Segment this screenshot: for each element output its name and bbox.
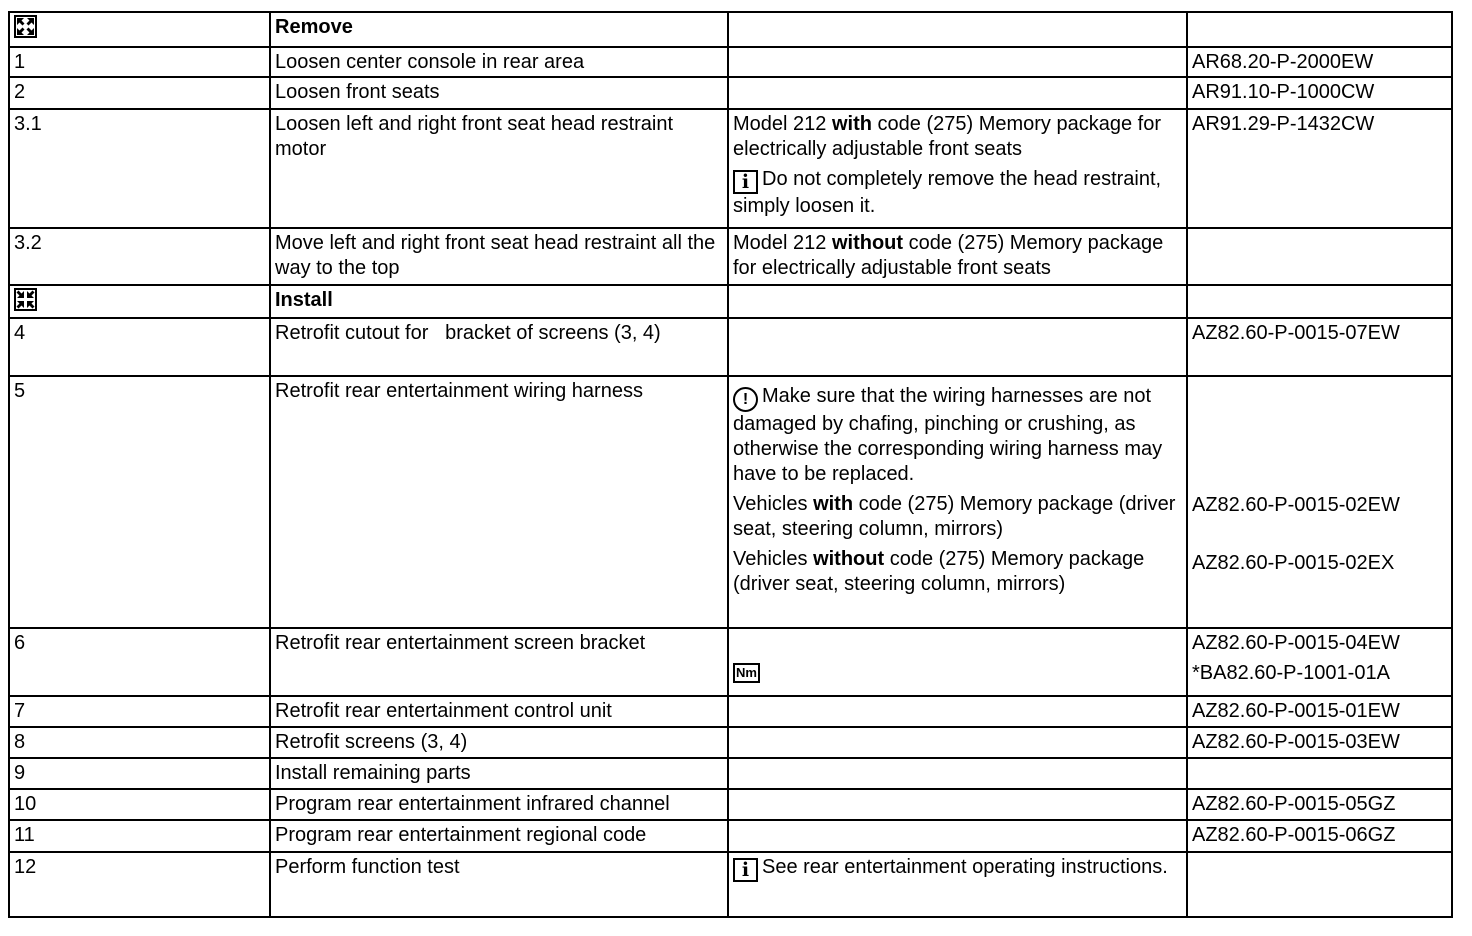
- reference-code: AZ82.60-P-0015-05GZ: [1187, 789, 1452, 820]
- task-text: Perform function test: [270, 852, 728, 917]
- table-row: [9, 47, 1452, 77]
- step-number: 6: [9, 628, 270, 696]
- step-number: 9: [9, 758, 270, 789]
- reference-code: AZ82.60-P-0015-02EX: [1192, 552, 1395, 574]
- remove-arrows-icon: [14, 15, 37, 38]
- condition-text: Vehicles with code (275) Memory package (driver seat, steering column, mirrors): [733, 493, 1176, 540]
- table-row: [9, 852, 1452, 917]
- step-number: 5: [9, 376, 270, 628]
- section-row-install: [9, 285, 1452, 318]
- task-text: Program rear entertainment infrared channel: [270, 789, 728, 820]
- reference-code: AZ82.60-P-0015-01EW: [1187, 696, 1452, 727]
- table-row: [9, 77, 1452, 109]
- reference-code: *BA82.60-P-1001-01A: [1192, 662, 1390, 684]
- procedure-table: [8, 11, 1453, 918]
- table-row: [9, 727, 1452, 758]
- task-text: Loosen front seats: [270, 77, 728, 109]
- section-title-install: Install: [270, 285, 728, 318]
- reference-code: AR68.20-P-2000EW: [1187, 47, 1452, 77]
- task-text: Retrofit cutout for bracket of screens (3, 4): [270, 318, 728, 376]
- reference-code: AZ82.60-P-0015-03EW: [1187, 727, 1452, 758]
- task-text: Move left and right front seat head restraint all the way to the top: [270, 228, 728, 285]
- task-text: Loosen left and right front seat head restraint motor: [270, 109, 728, 228]
- table-row: [9, 628, 1452, 696]
- task-text: Retrofit screens (3, 4): [270, 727, 728, 758]
- section-row-remove: [9, 12, 1452, 47]
- step-number: 10: [9, 789, 270, 820]
- info-note: i See rear entertainment operating instructions.: [733, 855, 1181, 882]
- step-number: 7: [9, 696, 270, 727]
- table-row: [9, 318, 1452, 376]
- table-row: [9, 109, 1452, 228]
- condition-text: Model 212 with code (275) Memory package for electrically adjustable front seats: [733, 113, 1161, 160]
- table-row: [9, 820, 1452, 852]
- task-text: Program rear entertainment regional code: [270, 820, 728, 852]
- table-row: [9, 228, 1452, 285]
- reference-code: AR91.29-P-1432CW: [1187, 109, 1452, 228]
- condition-text: Vehicles without code (275) Memory package (driver seat, steering column, mirrors): [733, 548, 1145, 595]
- install-arrows-icon: [14, 288, 37, 311]
- torque-icon: Nm: [733, 663, 760, 683]
- step-number: 12: [9, 852, 270, 917]
- reference-code: AZ82.60-P-0015-04EW: [1192, 632, 1400, 654]
- task-text: Retrofit rear entertainment screen bracket: [270, 628, 728, 696]
- task-text: Retrofit rear entertainment control unit: [270, 696, 728, 727]
- info-icon: i: [733, 170, 758, 194]
- table-row: [9, 376, 1452, 628]
- task-text: Loosen center console in rear area: [270, 47, 728, 77]
- reference-code: AZ82.60-P-0015-07EW: [1187, 318, 1452, 376]
- warning-note: ! Make sure that the wiring harnesses are not damaged by chafing, pinching or crushing, as otherwise the corresponding wiring harness may have to be replaced.: [733, 385, 1163, 485]
- step-number: 3.2: [9, 228, 270, 285]
- step-number: 3.1: [9, 109, 270, 228]
- table-row: [9, 789, 1452, 820]
- reference-code: AR91.10-P-1000CW: [1187, 77, 1452, 109]
- task-text: Install remaining parts: [270, 758, 728, 789]
- warning-icon: !: [733, 387, 758, 412]
- step-number: 2: [9, 77, 270, 109]
- step-number: 1: [9, 47, 270, 77]
- reference-code: AZ82.60-P-0015-06GZ: [1187, 820, 1452, 852]
- task-text: Retrofit rear entertainment wiring harness: [270, 376, 728, 628]
- table-row: [9, 696, 1452, 727]
- step-number: 8: [9, 727, 270, 758]
- step-number: 4: [9, 318, 270, 376]
- table-row: [9, 758, 1452, 789]
- step-number: 11: [9, 820, 270, 852]
- section-title-remove: Remove: [270, 12, 728, 47]
- reference-code: AZ82.60-P-0015-02EW: [1192, 494, 1400, 516]
- info-note: i Do not completely remove the head restraint, simply loosen it.: [733, 168, 1162, 217]
- info-icon: i: [733, 858, 758, 882]
- condition-text: Model 212 without code (275) Memory package for electrically adjustable front seats: [728, 228, 1187, 285]
